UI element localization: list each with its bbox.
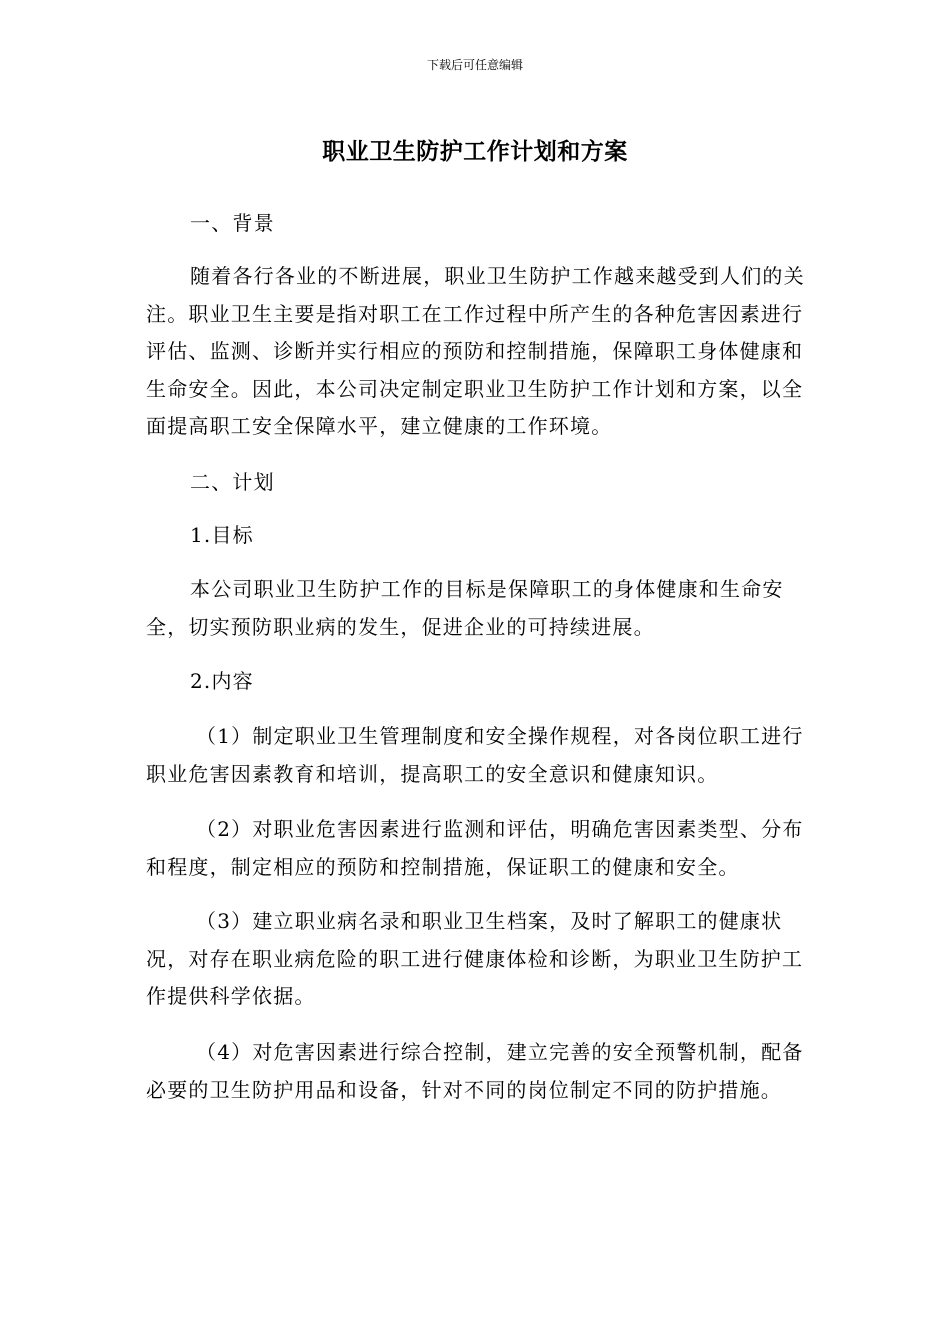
content-heading: 2.内容 [190,669,254,693]
document-title: 职业卫生防护工作计划和方案 [322,139,628,165]
content-item-1: （1）制定职业卫生管理制度和安全操作规程，对各岗位职工进行职业危害因素教育和培训，提高职工的安全意识和健康知识。 [146,724,804,786]
goal-paragraph: 本公司职业卫生防护工作的目标是保障职工的身体健康和生命安全，切实预防职业病的发生，促进企业的可持续进展。 [146,577,784,639]
background-paragraph: 随着各行各业的不断进展，职业卫生防护工作越来越受到人们的关注。职业卫生主要是指对职工在工作过程中所产生的各种危害因素进行评估、监测、诊断并实行相应的预防和控制措施，保障职工身体健康和生命安全。因此，本公司决定制定职业卫生防护工作计划和方案，以全面提高职工安全保障水平，建立健康的工作环境。 [146,264,805,438]
section-heading-plan: 二、计划 [190,470,275,494]
content-item-2: （2）对职业危害因素进行监测和评估，明确危害因素类型、分布和程度，制定相应的预防和控制措施，保证职工的健康和安全。 [146,817,804,879]
header-note: 下载后可任意编辑 [426,58,523,72]
goal-heading: 1.目标 [190,523,254,547]
section-heading-background: 一、背景 [190,211,275,235]
content-item-4: （4）对危害因素进行综合控制，建立完善的安全预警机制，配备必要的卫生防护用品和设备，针对不同的岗位制定不同的防护措施。 [146,1040,804,1102]
content-item-3: （3）建立职业病名录和职业卫生档案，及时了解职工的健康状况，对存在职业病危险的职工进行健康体检和诊断，为职业卫生防护工作提供科学依据。 [146,909,804,1008]
